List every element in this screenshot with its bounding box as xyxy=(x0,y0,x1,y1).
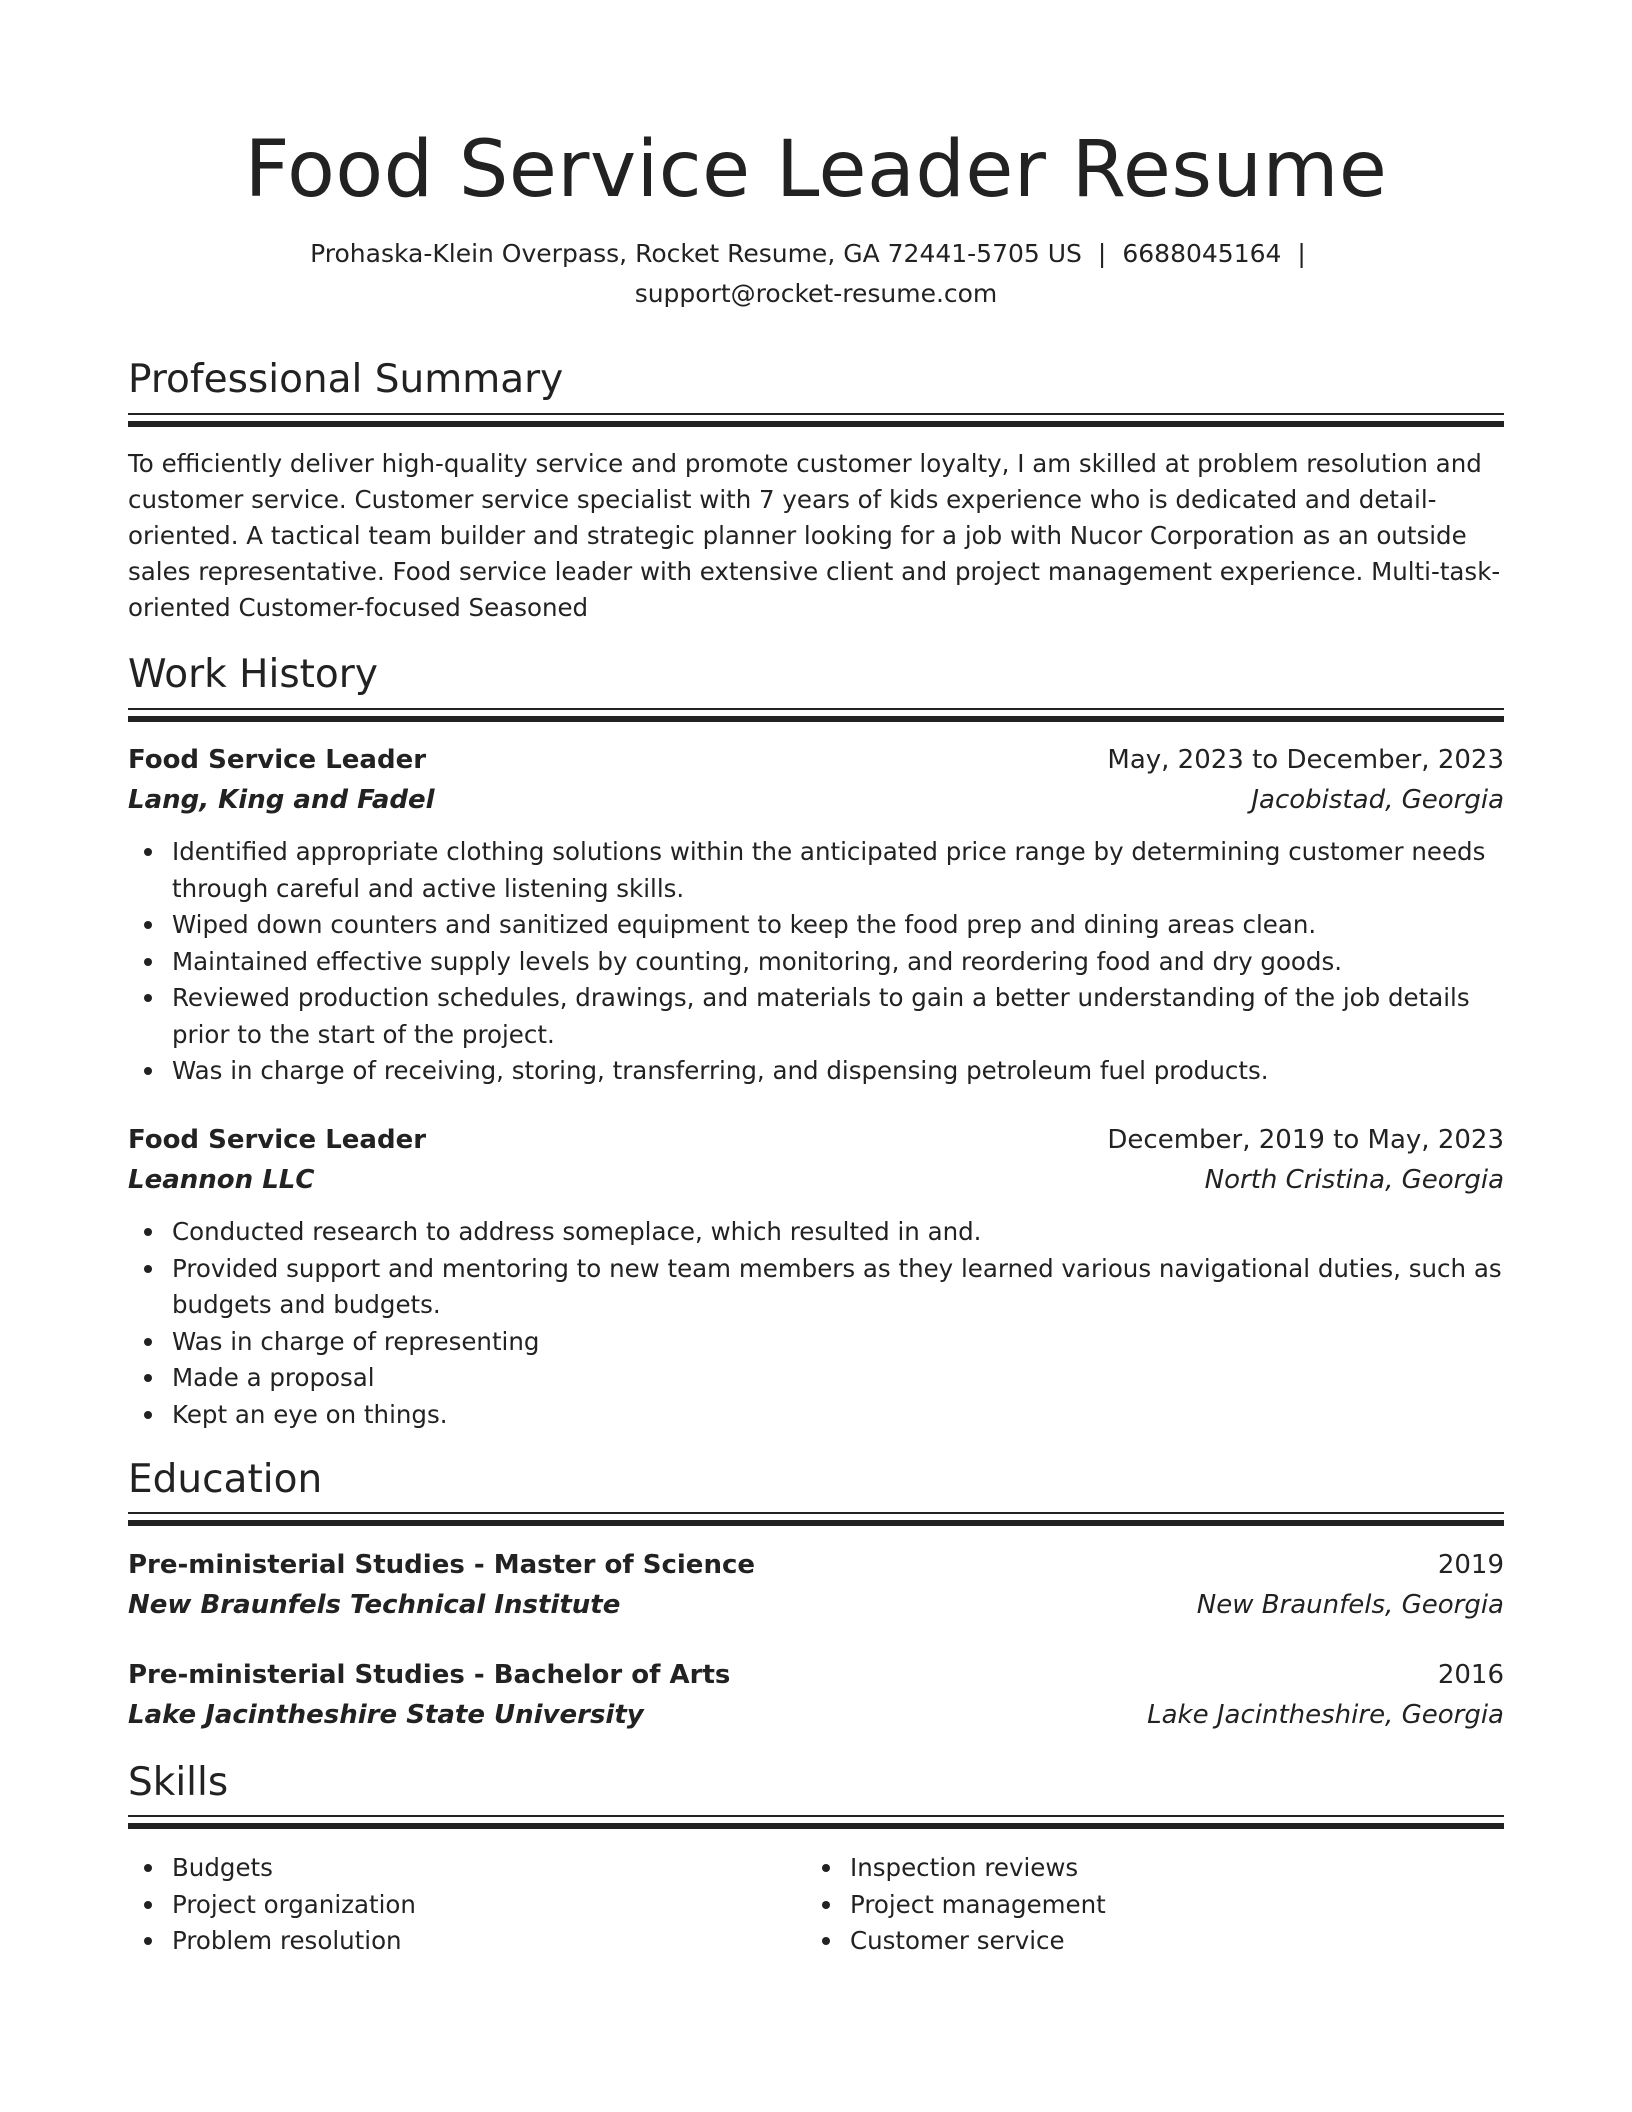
job-title-row xyxy=(128,1120,1504,1160)
skill-item: Budgets xyxy=(128,1850,768,1887)
contact-email: support@rocket-resume.com xyxy=(634,279,998,308)
job-title: Food Service Leader xyxy=(128,745,427,775)
education-school-row xyxy=(128,1585,1504,1625)
skills-heading: Skills xyxy=(128,1760,229,1805)
education-location: Lake Jacintheshire, Georgia xyxy=(1147,1700,1504,1730)
summary-section-heading xyxy=(128,354,1504,406)
contact-info xyxy=(128,234,1504,314)
section-divider xyxy=(128,1512,1504,1514)
contact-phone: 6688045164 xyxy=(1122,239,1282,268)
list-item: Was in charge of receiving, storing, transferring, and dispensing petroleum fuel products. xyxy=(128,1053,1504,1090)
list-item: Maintained effective supply levels by counting, monitoring, and reordering food and dry goods. xyxy=(128,944,1504,981)
contact-separator: | xyxy=(1097,239,1107,268)
work-heading: Work History xyxy=(128,652,378,697)
education-degree-row xyxy=(128,1545,1504,1585)
skills-section-heading xyxy=(128,1757,1504,1809)
education-degree: Pre-ministerial Studies - Bachelor of Arts xyxy=(128,1660,731,1690)
job-company: Leannon LLC xyxy=(128,1165,315,1195)
job-bullets xyxy=(128,834,1504,1090)
job-dates: May, 2023 to December, 2023 xyxy=(1107,745,1504,775)
skill-item: Project organization xyxy=(128,1887,768,1924)
job-company-row xyxy=(128,1160,1504,1200)
job-location: North Cristina, Georgia xyxy=(1204,1165,1504,1195)
job-bullets xyxy=(128,1214,1504,1433)
section-divider xyxy=(128,1520,1504,1526)
education-year: 2016 xyxy=(1437,1660,1504,1690)
job-location: Jacobistad, Georgia xyxy=(1251,785,1504,815)
section-divider xyxy=(128,708,1504,710)
contact-address: Prohaska-Klein Overpass, Rocket Resume, GA 72441-5705 US xyxy=(310,239,1082,268)
job-title-row xyxy=(128,740,1504,780)
list-item: Made a proposal xyxy=(128,1360,1504,1397)
education-school: Lake Jacintheshire State University xyxy=(128,1700,644,1730)
resume-title: Food Service Leader Resume xyxy=(244,125,1388,215)
education-degree-row xyxy=(128,1655,1504,1695)
education-school-row xyxy=(128,1695,1504,1735)
education-section-heading xyxy=(128,1454,1504,1506)
education-heading: Education xyxy=(128,1457,323,1502)
list-item: Conducted research to address someplace, which resulted in and. xyxy=(128,1214,1504,1251)
skills-list-right xyxy=(806,1850,1446,1960)
section-divider xyxy=(128,421,1504,427)
skill-item: Inspection reviews xyxy=(806,1850,1446,1887)
education-year: 2019 xyxy=(1437,1550,1504,1580)
list-item: Wiped down counters and sanitized equipment to keep the food prep and dining areas clean. xyxy=(128,907,1504,944)
skill-item: Problem resolution xyxy=(128,1923,768,1960)
education-location: New Braunfels, Georgia xyxy=(1196,1590,1504,1620)
list-item: Provided support and mentoring to new team members as they learned various navigational duties, such as budgets and budgets. xyxy=(128,1251,1504,1324)
job-company: Lang, King and Fadel xyxy=(128,785,435,815)
list-item: Was in charge of representing xyxy=(128,1324,1504,1361)
summary-text: To efficiently deliver high-quality service and promote customer loyalty, I am skilled at problem resolution and customer service. Customer service specialist with 7 years of kids experience who is dedicated and detail-oriented. A tactical team builder and strategic planner looking for a job with Nucor Corporation as an outside sales representative. Food service leader with extensive client and project management experience. Multi-task-oriented Customer-focused Seasoned xyxy=(128,449,1501,622)
job-title: Food Service Leader xyxy=(128,1125,427,1155)
job-dates: December, 2019 to May, 2023 xyxy=(1107,1125,1504,1155)
section-divider xyxy=(128,716,1504,722)
skill-item: Customer service xyxy=(806,1923,1446,1960)
list-item: Kept an eye on things. xyxy=(128,1397,1504,1434)
section-divider xyxy=(128,413,1504,415)
skills-list-left xyxy=(128,1850,768,1960)
section-divider xyxy=(128,1823,1504,1829)
section-divider xyxy=(128,1815,1504,1817)
list-item: Identified appropriate clothing solutions within the anticipated price range by determining customer needs through careful and active listening skills. xyxy=(128,834,1504,907)
summary-heading: Professional Summary xyxy=(128,357,564,402)
contact-separator: | xyxy=(1297,239,1306,268)
job-company-row xyxy=(128,780,1504,820)
work-section-heading xyxy=(128,649,1504,701)
education-school: New Braunfels Technical Institute xyxy=(128,1590,621,1620)
skill-item: Project management xyxy=(806,1887,1446,1924)
list-item: Reviewed production schedules, drawings, and materials to gain a better understanding of the job details prior to the start of the project. xyxy=(128,980,1504,1053)
education-degree: Pre-ministerial Studies - Master of Science xyxy=(128,1550,755,1580)
